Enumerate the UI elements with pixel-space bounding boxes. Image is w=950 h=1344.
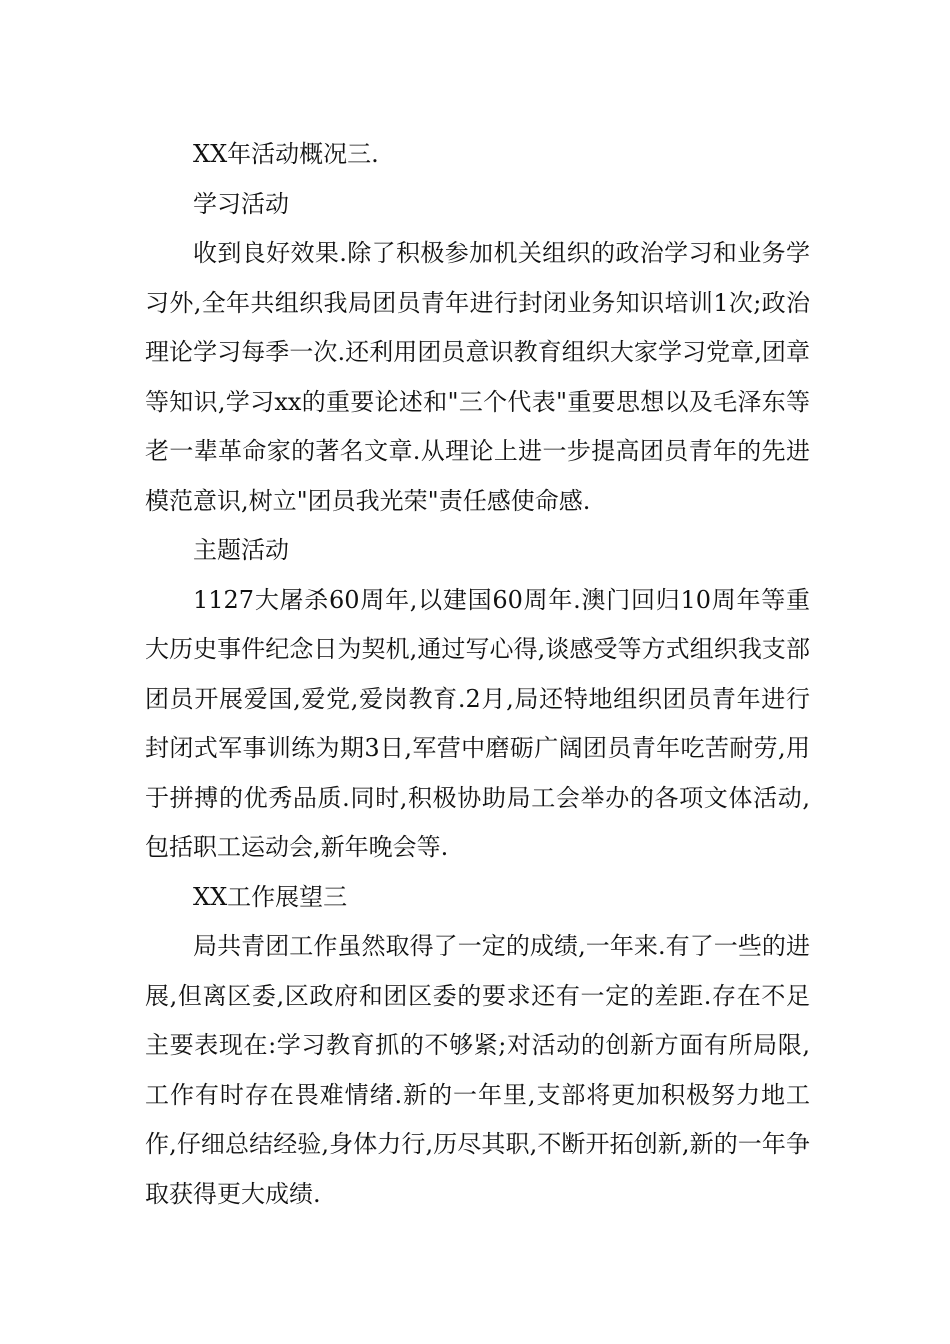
body-paragraph-study: 收到良好效果.除了积极参加机关组织的政治学习和业务学习外,全年共组织我局团员青年进行封闭业务知识培训1次;政治理论学习每季一次.还利用团员意识教育组织大家学习党章,团章等知识,学习xx的重要论述和"三个代表"重要思想以及毛泽东等老一辈革命家的著名文章.从理论上进一步提高团员青年的先进模范意识,树立"团员我光荣"责任感使命感. <box>145 239 810 515</box>
section-heading-overview: XX年活动概况三. <box>193 140 379 168</box>
body-paragraph-outlook: 局共青团工作虽然取得了一定的成绩,一年来.有了一些的进展,但离区委,区政府和团区委的要求还有一定的差距.存在不足主要表现在:学习教育抓的不够紧;对活动的创新方面有所局限,工作有时存在畏难情绪.新的一年里,支部将更加积极努力地工作,仔细总结经验,身体力行,历尽其职,不断开拓创新,新的一年争取获得更大成绩. <box>145 932 810 1208</box>
section-heading-study: 学习活动 <box>193 189 289 218</box>
section-heading-theme: 主题活动 <box>193 536 289 564</box>
section-heading-outlook: XX工作展望三 <box>193 882 348 911</box>
body-paragraph-theme: 1127大屠杀60周年,以建国60周年.澳门回归10周年等重大历史事件纪念日为契机,通过写心得,谈感受等方式组织我支部团员开展爱国,爱党,爱岗教育.2月,局还特地组织团员青年进行封闭式军事训练为期3日,军营中磨砺广阔团员青年吃苦耐劳,用于拼搏的优秀品质.同时,积极协助局工会举办的各项文体活动,包括职工运动会,新年晚会等. <box>145 585 810 861</box>
